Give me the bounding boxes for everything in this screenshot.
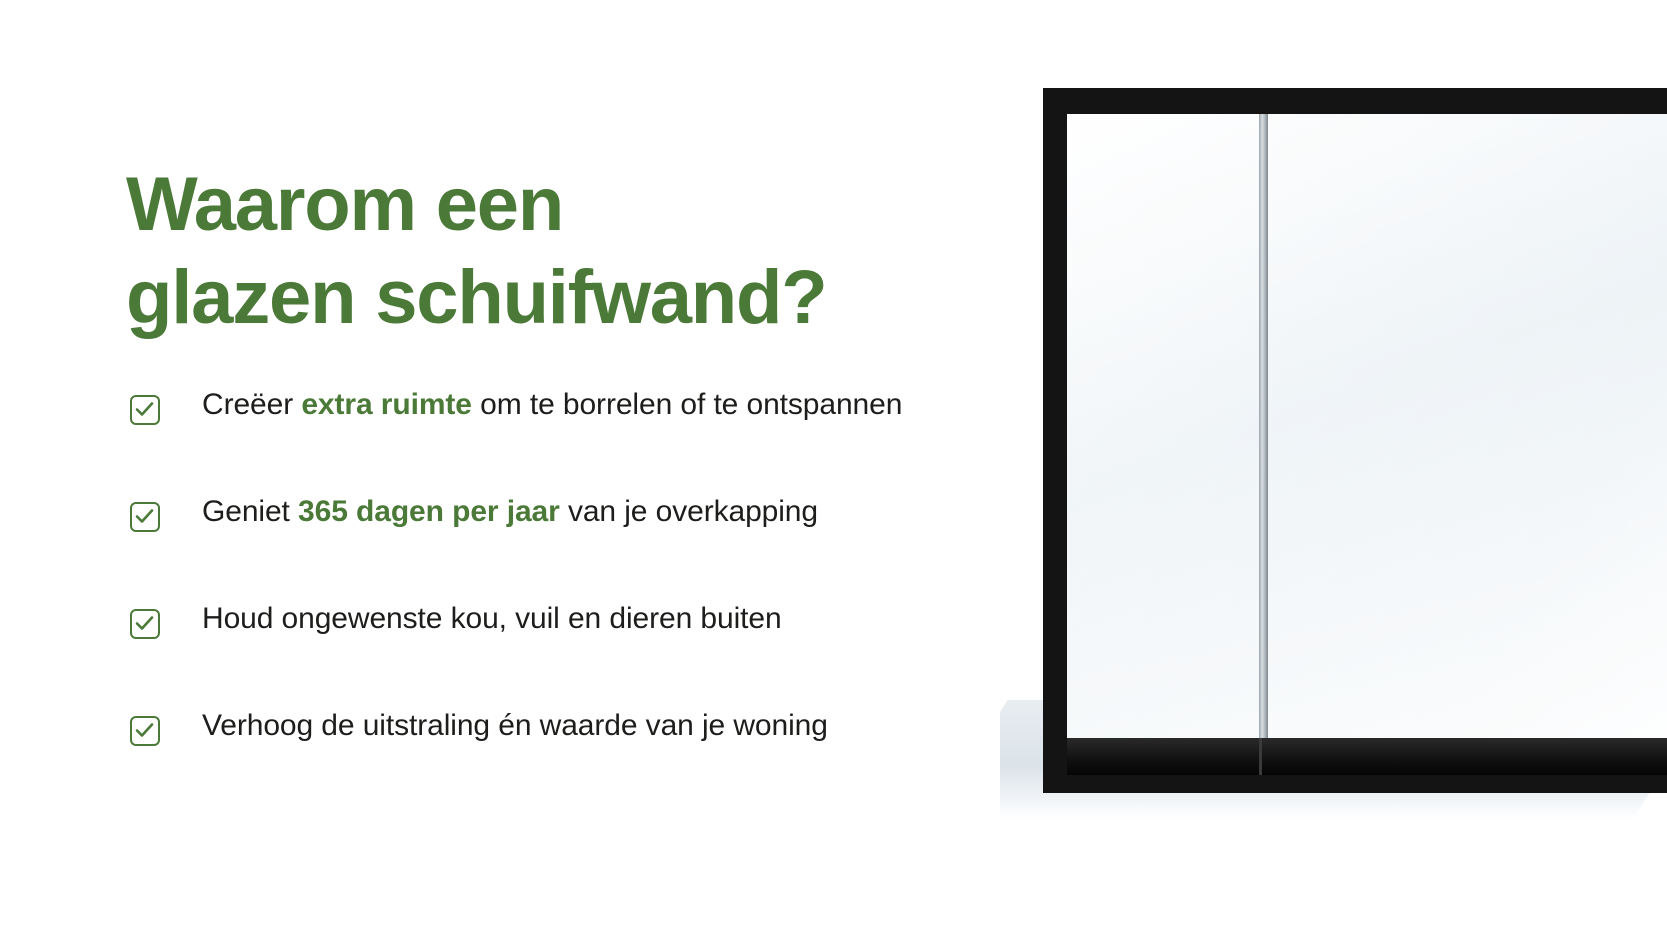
checkbox-checked-icon [130,502,160,532]
list-item-text-highlight: 365 dagen per jaar [298,495,560,528]
center-mullion [1259,114,1268,738]
list-item-text-plain: Creëer [202,388,302,421]
page-title-line-1: Waarom een [126,161,564,247]
black-frame [1043,88,1667,793]
list-item-text-plain-2: van je overkapping [559,495,818,528]
checkbox-checked-icon [130,395,160,425]
list-item-label [202,709,828,742]
list-item [130,709,1110,816]
list-item-label [202,388,902,421]
rail-joint [1259,738,1262,775]
list-item-text-plain-2: om te borrelen of te ontspannen [471,388,903,421]
list-item-text-plain: Verhoog de uitstraling én waarde van je woning [202,709,828,742]
list-item [130,602,1110,709]
list-item [130,388,1110,495]
checkbox-checked-icon [130,716,160,746]
glass-reflection [1067,114,1667,738]
glass-sliding-wall-photo [1000,0,1667,938]
list-item-text-plain: Geniet [202,495,299,528]
list-item-text-plain: Houd ongewenste kou, vuil en dieren buiten [202,602,782,635]
checkbox-checked-icon [130,609,160,639]
page-title [126,159,1026,344]
page-title-line-2: glazen schuifwand? [126,254,827,340]
list-item-label [202,495,818,528]
bottom-rail [1067,738,1667,775]
glass-panel [1067,114,1667,738]
list-item-label [202,602,782,635]
list-item-text-highlight: extra ruimte [301,388,472,421]
list-item [130,495,1110,602]
benefits-list [130,388,1110,816]
